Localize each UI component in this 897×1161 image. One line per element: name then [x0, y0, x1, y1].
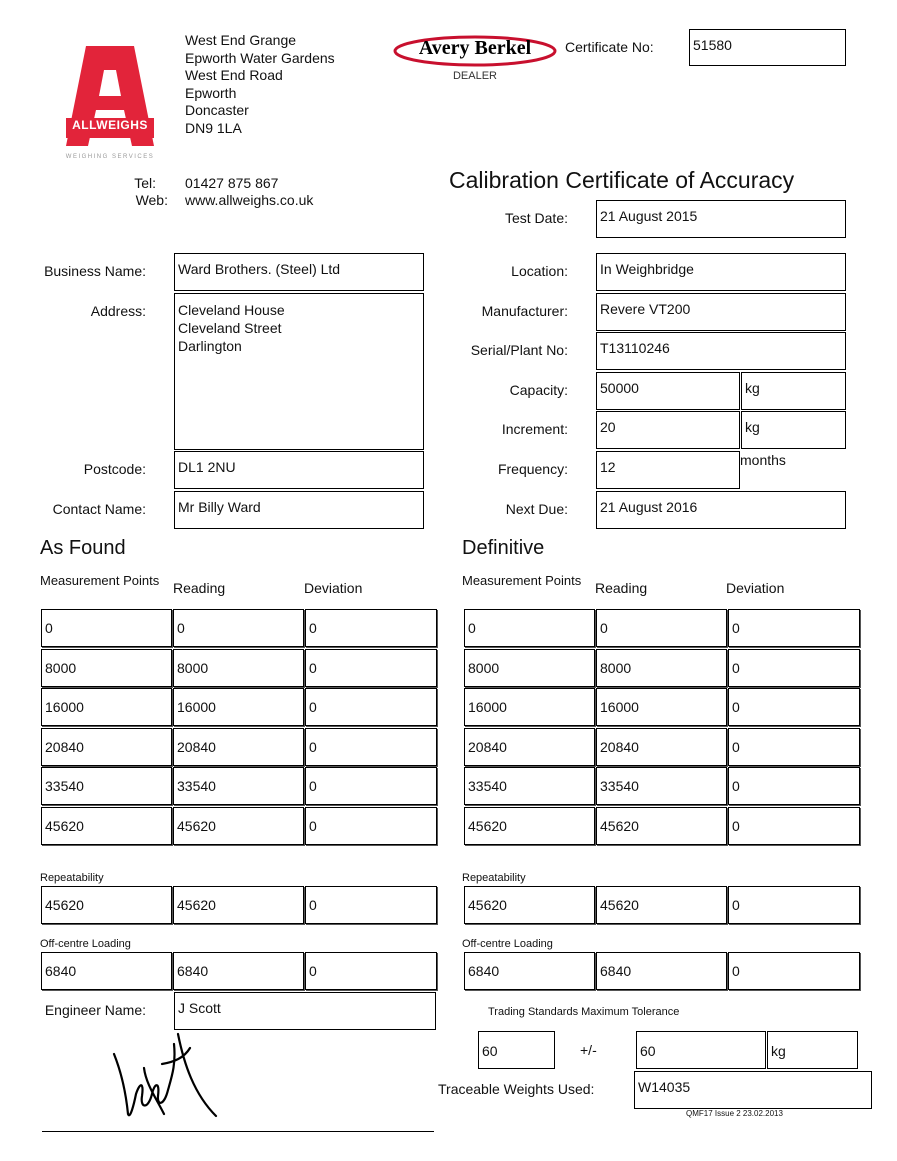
tel-label: Tel: [134, 175, 156, 191]
definitive-deviation-cell: 0 [728, 807, 860, 845]
increment-unit-field: kg [741, 411, 846, 449]
definitive-reading-cell: 45620 [596, 807, 727, 845]
definitive-reading-cell: 8000 [596, 649, 727, 687]
definitive-point-cell: 45620 [464, 807, 595, 845]
certificate-no-field: 51580 [689, 29, 846, 66]
as-found-repeatability-label: Repeatability [40, 872, 104, 884]
definitive-point-cell: 16000 [464, 688, 595, 726]
as-found-reading-cell: 0 [173, 609, 304, 647]
as-found-deviation-cell: 0 [305, 649, 437, 687]
traceable-weights-field: W14035 [634, 1071, 872, 1109]
avery-berkel-logo [392, 34, 558, 86]
definitive-col-points: Measurement Points [462, 573, 582, 588]
serial-label: Serial/Plant No: [470, 342, 568, 358]
tolerance-left-field: 60 [478, 1031, 555, 1069]
definitive-reading-cell: 0 [596, 609, 727, 647]
definitive-offcentre-deviation-cell: 0 [728, 952, 860, 990]
as-found-reading-cell: 20840 [173, 728, 304, 766]
tolerance-right-field: 60 [636, 1031, 766, 1069]
allweighs-a-icon [58, 40, 162, 150]
test-date-field: 21 August 2015 [596, 200, 846, 238]
test-date-label: Test Date: [504, 210, 568, 226]
as-found-title: As Found [40, 537, 126, 559]
traceable-weights-label: Traceable Weights Used: [438, 1081, 595, 1097]
definitive-point-cell: 0 [464, 609, 595, 647]
definitive-col-reading: Reading [595, 580, 648, 596]
definitive-repeatability-label: Repeatability [462, 872, 526, 884]
manufacturer-field: Revere VT200 [596, 293, 846, 331]
increment-label: Increment: [501, 421, 568, 437]
as-found-repeatability-point-cell: 45620 [41, 886, 172, 924]
plus-minus-sign: +/- [580, 1042, 597, 1058]
web-label: Web: [135, 192, 168, 208]
definitive-deviation-cell: 0 [728, 688, 860, 726]
manufacturer-label: Manufacturer: [481, 303, 568, 319]
as-found-deviation-cell: 0 [305, 609, 437, 647]
as-found-point-cell: 8000 [41, 649, 172, 687]
business-name-label: Business Name: [44, 263, 146, 279]
as-found-col-reading: Reading [173, 580, 226, 596]
definitive-point-cell: 20840 [464, 728, 595, 766]
as-found-reading-cell: 16000 [173, 688, 304, 726]
definitive-deviation-cell: 0 [728, 728, 860, 766]
as-found-deviation-cell: 0 [305, 767, 437, 805]
as-found-reading-cell: 8000 [173, 649, 304, 687]
logo-text: ALLWEIGHS [72, 118, 148, 132]
certificate-title: Calibration Certificate of Accuracy [449, 167, 795, 193]
as-found-point-cell: 45620 [41, 807, 172, 845]
definitive-offcentre-label: Off-centre Loading [462, 938, 553, 950]
tel-value: 01427 875 867 [185, 175, 279, 191]
as-found-point-cell: 16000 [41, 688, 172, 726]
definitive-repeatability-point-cell: 45620 [464, 886, 595, 924]
definitive-offcentre-reading-cell: 6840 [596, 952, 727, 990]
certificate-no-label: Certificate No: [565, 39, 654, 55]
definitive-deviation-cell: 0 [728, 767, 860, 805]
frequency-label: Frequency: [497, 461, 568, 477]
next-due-label: Next Due: [505, 501, 568, 517]
definitive-deviation-cell: 0 [728, 609, 860, 647]
allweighs-logo [58, 40, 162, 168]
company-address: West End Grange Epworth Water Gardens West End Road Epworth Doncaster DN9 1LA [185, 32, 335, 136]
contact-name-label: Contact Name: [52, 501, 146, 517]
brand-sub: DEALER [452, 70, 498, 82]
increment-field: 20 [596, 411, 740, 449]
address-field: Cleveland House Cleveland Street Darlington [174, 293, 424, 450]
web-value: www.allweighs.co.uk [185, 192, 314, 208]
location-field: In Weighbridge [596, 253, 846, 291]
capacity-unit-field: kg [741, 372, 846, 410]
definitive-reading-cell: 33540 [596, 767, 727, 805]
postcode-label: Postcode: [83, 461, 146, 477]
next-due-field: 21 August 2016 [596, 491, 846, 529]
capacity-field: 50000 [596, 372, 740, 410]
definitive-reading-cell: 20840 [596, 728, 727, 766]
definitive-col-deviation: Deviation [726, 580, 785, 596]
postcode-field: DL1 2NU [174, 451, 424, 489]
location-label: Location: [511, 263, 568, 279]
as-found-deviation-cell: 0 [305, 807, 437, 845]
definitive-point-cell: 8000 [464, 649, 595, 687]
as-found-offcentre-reading-cell: 6840 [173, 952, 304, 990]
as-found-reading-cell: 45620 [173, 807, 304, 845]
as-found-repeatability-reading-cell: 45620 [173, 886, 304, 924]
as-found-point-cell: 20840 [41, 728, 172, 766]
address-label: Address: [90, 303, 146, 319]
signature-line [42, 1131, 434, 1132]
business-name-field: Ward Brothers. (Steel) Ltd [174, 253, 424, 291]
tolerance-label: Trading Standards Maximum Tolerance [488, 1006, 680, 1018]
definitive-offcentre-point-cell: 6840 [464, 952, 595, 990]
definitive-point-cell: 33540 [464, 767, 595, 805]
definitive-repeatability-deviation-cell: 0 [728, 886, 860, 924]
as-found-offcentre-label: Off-centre Loading [40, 938, 131, 950]
engineer-signature-icon [104, 1024, 224, 1122]
as-found-col-deviation: Deviation [304, 580, 363, 596]
contact-name-field: Mr Billy Ward [174, 491, 424, 529]
definitive-deviation-cell: 0 [728, 649, 860, 687]
engineer-name-field: J Scott [174, 992, 436, 1030]
tolerance-unit-field: kg [767, 1031, 858, 1069]
frequency-field: 12 [596, 451, 740, 489]
form-reference: QMF17 Issue 2 23.02.2013 [686, 1109, 783, 1118]
as-found-point-cell: 33540 [41, 767, 172, 805]
as-found-reading-cell: 33540 [173, 767, 304, 805]
definitive-repeatability-reading-cell: 45620 [596, 886, 727, 924]
definitive-title: Definitive [462, 537, 545, 559]
as-found-deviation-cell: 0 [305, 688, 437, 726]
as-found-point-cell: 0 [41, 609, 172, 647]
logo-subtext: WEIGHING SERVICES [65, 154, 155, 160]
as-found-repeatability-deviation-cell: 0 [305, 886, 437, 924]
as-found-col-points: Measurement Points [40, 573, 160, 588]
frequency-unit: months [740, 452, 786, 468]
as-found-deviation-cell: 0 [305, 728, 437, 766]
engineer-name-label: Engineer Name: [44, 1002, 146, 1018]
as-found-offcentre-deviation-cell: 0 [305, 952, 437, 990]
as-found-offcentre-point-cell: 6840 [41, 952, 172, 990]
definitive-reading-cell: 16000 [596, 688, 727, 726]
brand-name: Avery Berkel [418, 37, 532, 59]
serial-field: T13110246 [596, 332, 846, 370]
capacity-label: Capacity: [509, 382, 568, 398]
